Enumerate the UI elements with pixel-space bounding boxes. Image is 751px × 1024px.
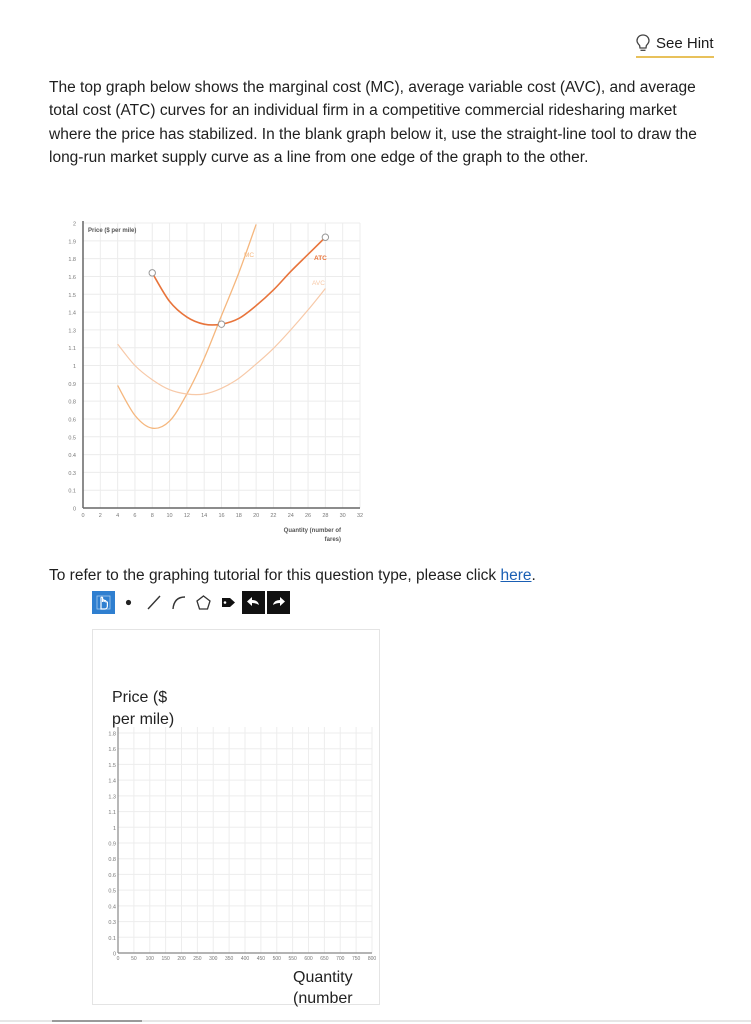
- y-tick-label: 1.3: [68, 328, 76, 335]
- x-tick-label: 800: [367, 956, 377, 962]
- y-tick-label: 1.5: [68, 292, 76, 299]
- x-tick-label: 16: [218, 513, 225, 519]
- y-tick-label: 0.1: [108, 935, 116, 942]
- y-axis-label: Price ($ per mile): [88, 228, 137, 234]
- y-tick-label: 1.1: [108, 810, 116, 817]
- x-axis-label: Quantity (number of: [283, 528, 341, 534]
- x-tick-label: 750: [351, 956, 361, 962]
- tutorial-note: [49, 567, 536, 585]
- x-tick-label: 400: [240, 956, 250, 962]
- y-tick-label: 0.5: [68, 435, 76, 442]
- y-tick-label: 0.9: [68, 381, 76, 388]
- curve-point-marker: [149, 270, 155, 276]
- point-icon: [120, 594, 137, 611]
- polygon-icon: [195, 594, 212, 611]
- y-tick-label: 1.8: [68, 257, 76, 264]
- see-hint-button[interactable]: [636, 34, 714, 58]
- y-tick-label: 0.8: [68, 399, 76, 406]
- y-tick-label: 0.3: [68, 470, 76, 477]
- x-axis-title: [293, 967, 353, 1009]
- y-tick-label: 1.5: [108, 762, 116, 769]
- atc-label: ATC: [314, 255, 327, 262]
- line-icon: [145, 594, 162, 611]
- tag-icon: [220, 594, 237, 611]
- y-tick-label: 0.1: [68, 488, 76, 495]
- x-tick-label: 250: [193, 956, 202, 962]
- x-tick-label: 20: [253, 513, 260, 519]
- redo-arrow-icon: [270, 594, 287, 611]
- page-scroll-indicator: [0, 1020, 751, 1022]
- y-axis-title-line1: Price ($: [112, 689, 168, 706]
- y-tick-label: 0.6: [108, 872, 116, 879]
- curve-tool[interactable]: [167, 591, 190, 614]
- y-tick-label: 1.6: [68, 274, 76, 281]
- x-tick-label: 10: [166, 513, 173, 519]
- x-tick-label: 6: [133, 513, 137, 519]
- x-tick-label: 700: [336, 956, 345, 962]
- y-tick-label: 1.1: [68, 346, 76, 353]
- curve-icon: [170, 594, 187, 611]
- undo-arrow-icon: [245, 594, 262, 611]
- see-hint-label: See Hint: [656, 34, 714, 52]
- x-tick-label: 2: [98, 513, 102, 519]
- label-tool[interactable]: [217, 591, 240, 614]
- y-tick-label: 1.8: [108, 731, 116, 738]
- curve-point-marker: [218, 321, 224, 327]
- line-tool[interactable]: [142, 591, 165, 614]
- y-tick-label: 0.5: [108, 888, 116, 895]
- tutorial-link[interactable]: here: [500, 567, 532, 584]
- x-axis-title-line2: (number: [293, 990, 353, 1007]
- question-prompt: The top graph below shows the marginal cost (MC), average variable cost (AVC), and average total cost (ATC) curves for an individual firm in a competitive commercial ridesharing market where the price has stabilized. In the blank graph below it, use the straight-line tool to draw the long-run market supply curve as a line from one edge of the graph to the other.: [49, 79, 697, 167]
- y-axis-title-line2: per mile): [112, 711, 175, 728]
- cost-curves-chart: [62, 210, 362, 550]
- tutorial-suffix: .: [531, 567, 536, 584]
- x-tick-label: 650: [320, 956, 329, 962]
- scroll-thumb[interactable]: [52, 1020, 142, 1022]
- y-tick-label: 0: [72, 506, 76, 513]
- y-tick-label: 1.9: [68, 239, 76, 246]
- x-tick-label: 500: [272, 956, 281, 962]
- y-tick-label: 1.6: [108, 747, 116, 754]
- mc-label: MC: [244, 252, 255, 259]
- x-tick-label: 100: [145, 956, 154, 962]
- x-tick-label: 450: [256, 956, 266, 962]
- x-tick-label: 26: [305, 513, 312, 519]
- x-tick-label: 550: [288, 956, 297, 962]
- x-tick-label: 22: [270, 513, 277, 519]
- avc-label: AVC: [312, 280, 325, 287]
- x-tick-label: 8: [150, 513, 154, 519]
- x-tick-label: 50: [131, 956, 137, 962]
- y-tick-label: 0.4: [68, 453, 76, 460]
- undo-tool[interactable]: [242, 591, 265, 614]
- x-tick-label: 4: [116, 513, 120, 519]
- y-tick-label: 1: [72, 364, 76, 370]
- tutorial-text: To refer to the graphing tutorial for this question type, please click: [49, 567, 501, 584]
- x-tick-label: 14: [201, 513, 208, 519]
- x-tick-label: 0: [116, 956, 120, 962]
- y-tick-label: 1: [112, 825, 116, 832]
- y-tick-label: 0.8: [108, 857, 116, 864]
- x-tick-label: 28: [322, 513, 329, 519]
- x-tick-label: 30: [339, 513, 346, 519]
- y-tick-label: 2: [72, 221, 76, 228]
- curve-point-marker: [322, 234, 328, 240]
- point-tool[interactable]: [117, 591, 140, 614]
- x-tick-label: 12: [183, 513, 190, 519]
- x-tick-label: 350: [224, 956, 234, 962]
- y-tick-label: 0: [112, 951, 116, 958]
- y-tick-label: 0.6: [68, 417, 76, 424]
- hand-pointer-icon: [95, 594, 112, 611]
- y-tick-label: 1.3: [108, 794, 116, 801]
- pointer-tool[interactable]: [92, 591, 115, 614]
- y-tick-label: 1.4: [108, 778, 116, 785]
- graph-toolbar: [92, 591, 290, 614]
- drawing-canvas[interactable]: [92, 629, 380, 1005]
- y-tick-label: 1.4: [68, 310, 76, 317]
- lightbulb-icon: [636, 34, 650, 52]
- x-tick-label: 32: [356, 513, 364, 519]
- x-axis-title-line1: Quantity: [293, 969, 353, 986]
- x-tick-label: 18: [235, 513, 242, 519]
- y-axis-title: [112, 687, 174, 731]
- redo-tool[interactable]: [267, 591, 290, 614]
- y-tick-label: 0.3: [108, 920, 116, 927]
- x-tick-label: 0: [81, 513, 85, 519]
- y-tick-label: 0.9: [108, 841, 116, 848]
- x-axis-label: fares): [324, 537, 341, 543]
- x-tick-label: 200: [177, 956, 186, 962]
- x-tick-label: 24: [287, 513, 294, 519]
- x-tick-label: 300: [209, 956, 218, 962]
- polygon-tool[interactable]: [192, 591, 215, 614]
- y-tick-label: 0.4: [108, 904, 116, 911]
- x-tick-label: 150: [161, 956, 170, 962]
- x-tick-label: 600: [304, 956, 313, 962]
